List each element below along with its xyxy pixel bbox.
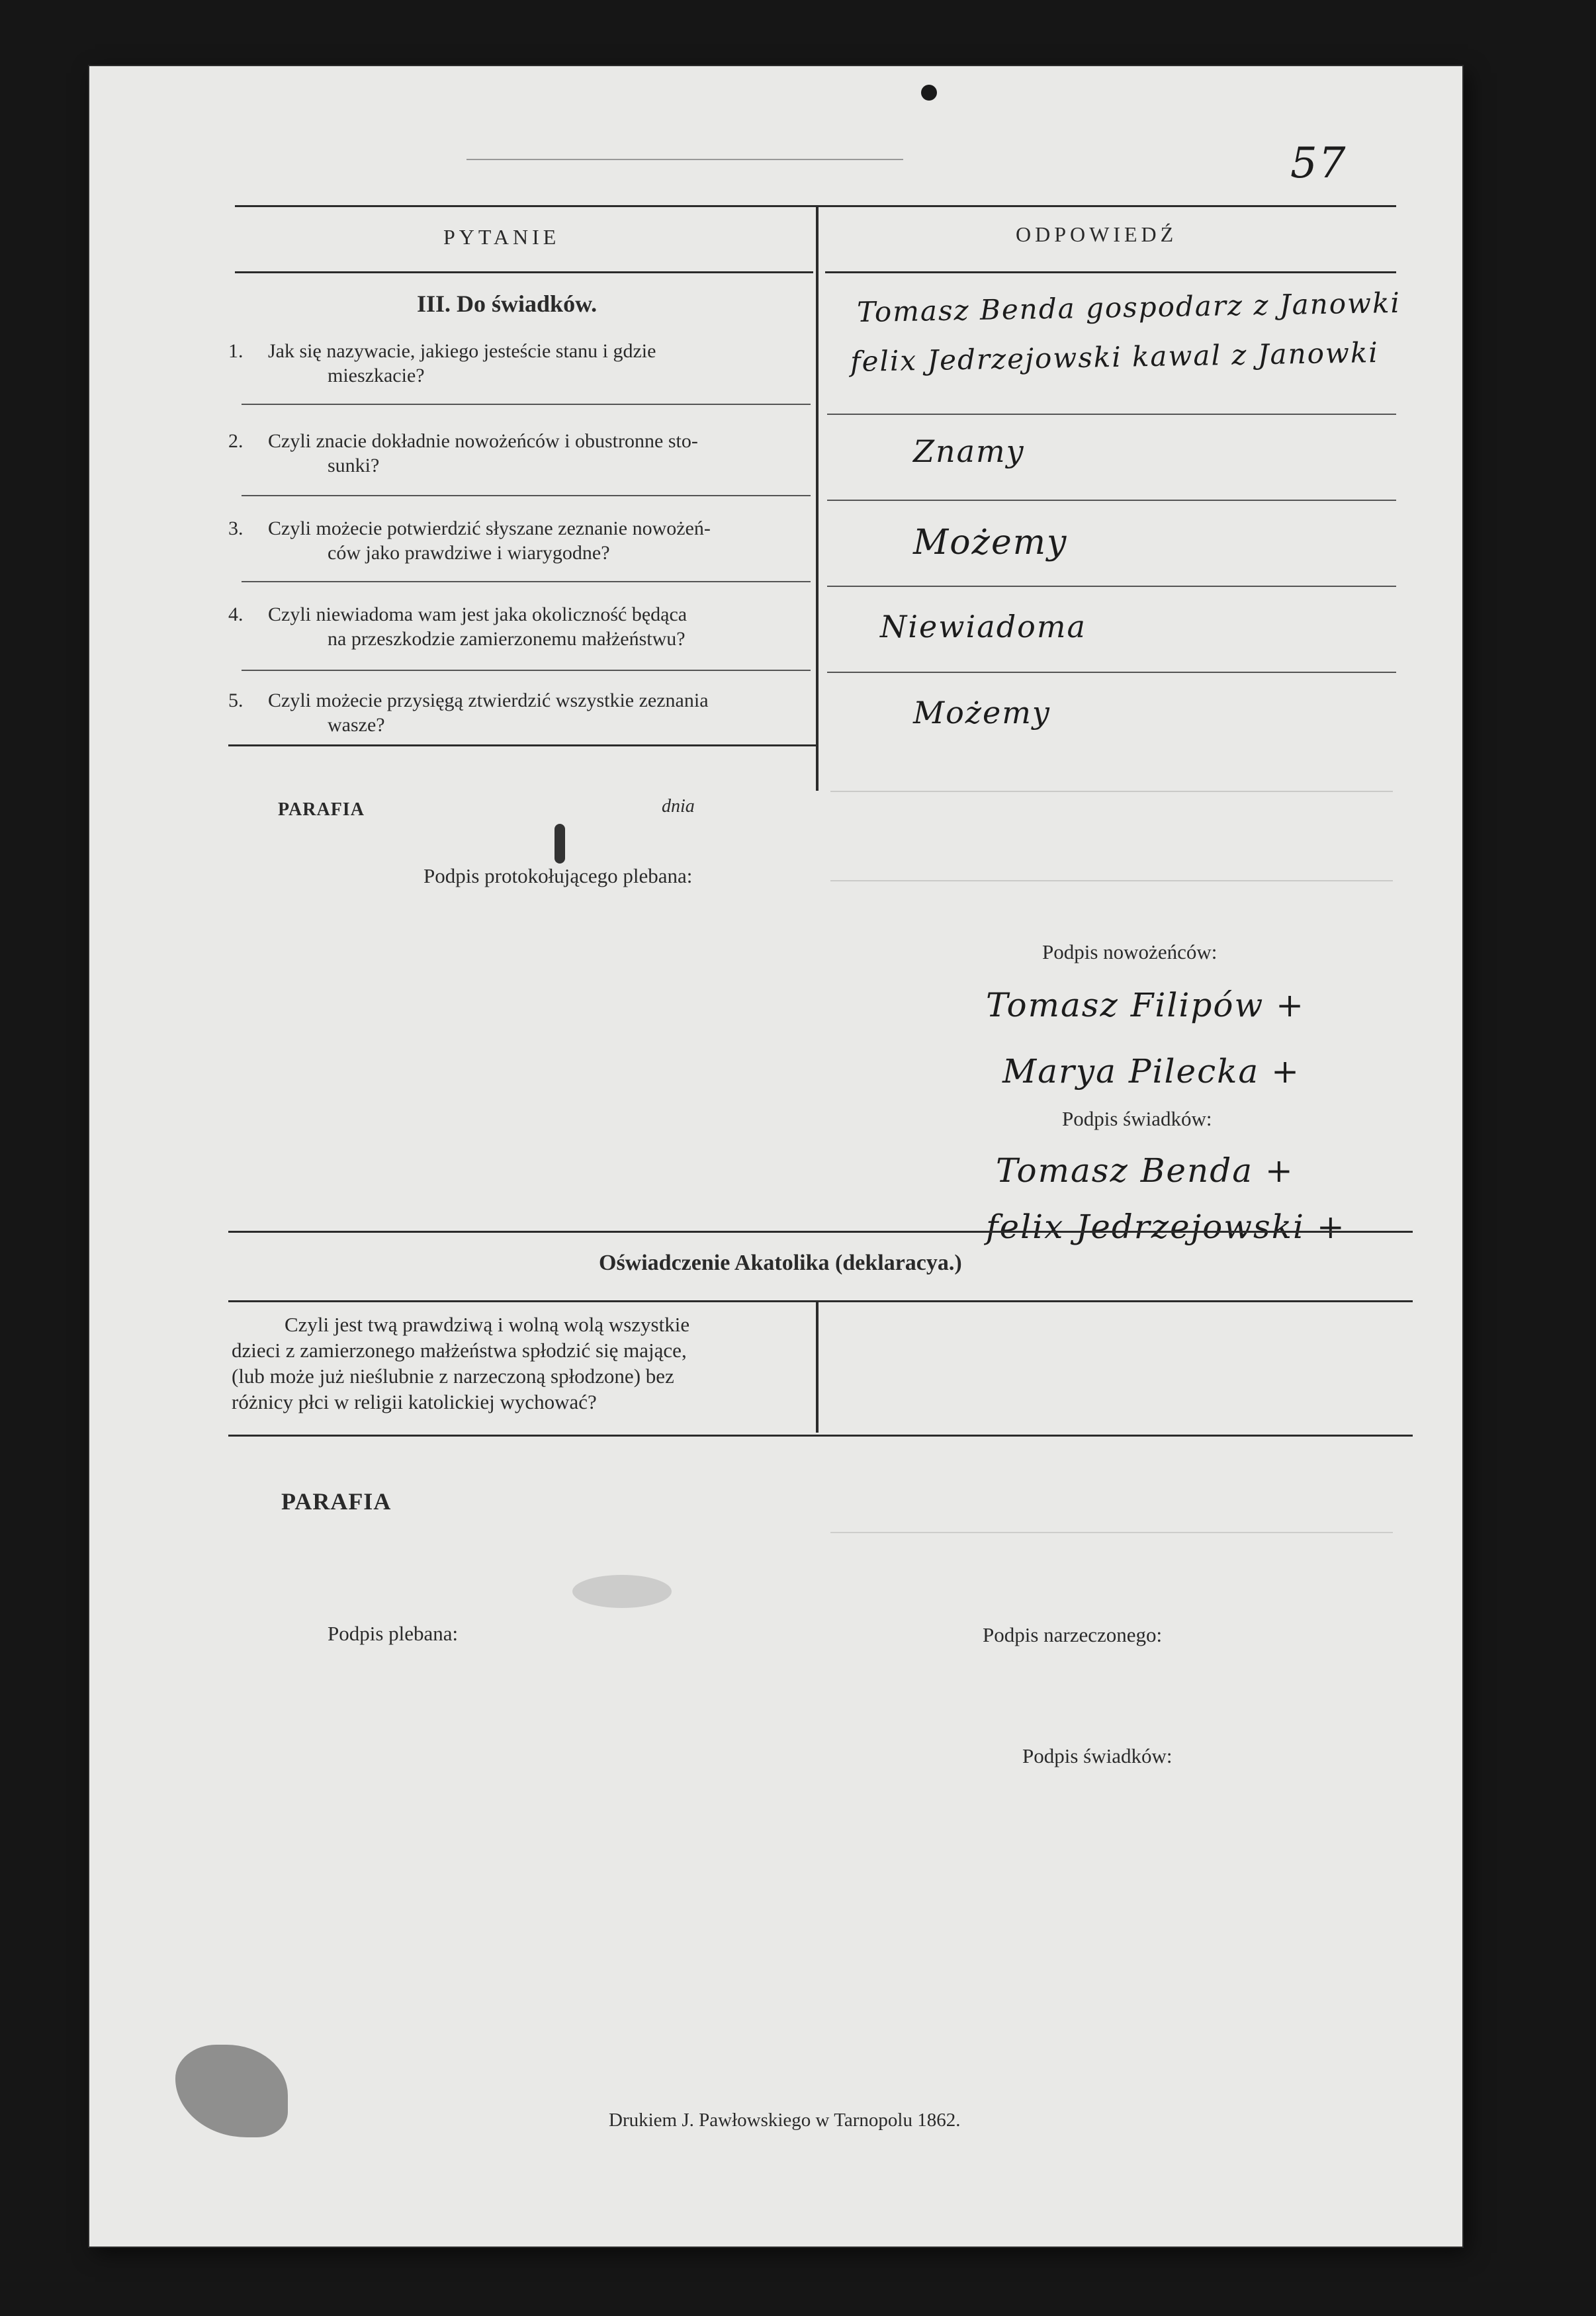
declaration-line-1: Czyli jest twą prawdziwą i wolną wolą wszystkie xyxy=(285,1313,690,1336)
witness-signature-1: Tomasz Benda + xyxy=(996,1151,1294,1190)
bottom-witnesses-label: Podpis świadków: xyxy=(1022,1744,1173,1767)
bleed-line xyxy=(830,791,1393,792)
answer-rule-2 xyxy=(827,500,1396,501)
declaration-line-3: (lub może już nieślubnie z narzeczoną spłodzone) bez xyxy=(232,1364,674,1388)
ink-dot xyxy=(921,85,937,101)
paper-stain xyxy=(175,2045,288,2137)
answer-5: Możemy xyxy=(913,695,1051,731)
witness-signature-2: felix Jedrzejowski + xyxy=(986,1208,1346,1246)
question-4 xyxy=(228,602,811,651)
witnesses-signature-label: Podpis świadków: xyxy=(1062,1107,1212,1130)
question-text-cont: mieszkacie? xyxy=(328,365,425,386)
answer-3: Możemy xyxy=(913,523,1068,562)
page-number: 57 xyxy=(1290,139,1347,188)
ink-smudge xyxy=(554,824,565,864)
question-text: Jak się nazywacie, jakiego jesteście stanu i gdzie xyxy=(268,340,656,362)
printer-imprint: Drukiem J. Pawłowskiego w Tarnopolu 1862. xyxy=(609,2110,961,2131)
document-page xyxy=(89,66,1462,2247)
answer-4: Niewiadoma xyxy=(880,609,1086,645)
question-1 xyxy=(228,339,811,388)
question-text-cont: sunki? xyxy=(328,455,380,476)
question-3 xyxy=(228,516,811,565)
question-number: 2. xyxy=(228,430,244,452)
table-divider xyxy=(816,205,819,791)
declaration-top-rule xyxy=(228,1231,1413,1233)
question-text: Czyli niewiadoma wam jest jaka okoliczność będąca xyxy=(268,603,687,625)
paper-stain-faint xyxy=(572,1575,672,1608)
question-text: Czyli możecie przysięgą ztwierdzić wszystkie zeznania xyxy=(268,690,709,711)
declaration-line-4: różnicy płci w religii katolickiej wychować? xyxy=(232,1390,597,1413)
declaration-line-2: dzieci z zamierzonego małżeństwa spłodzić się mające, xyxy=(232,1339,687,1362)
priest-signature-label: Podpis protokołującego plebana: xyxy=(423,864,693,887)
header-answer: ODPOWIEDŹ xyxy=(1016,222,1178,246)
declaration-bottom-rule xyxy=(228,1435,1413,1437)
answer-rule-1 xyxy=(827,414,1396,415)
newlyweds-signature-1: Tomasz Filipów + xyxy=(986,986,1306,1024)
section-title: III. Do świadków. xyxy=(417,290,598,317)
top-rule-faint xyxy=(466,159,903,160)
groom-label: Podpis narzeczonego: xyxy=(983,1623,1163,1646)
bleed-line xyxy=(830,880,1393,881)
answer-rule-3 xyxy=(827,586,1396,587)
newlyweds-signature-2: Marya Pilecka + xyxy=(1002,1052,1300,1091)
question-text-cont: wasze? xyxy=(328,714,385,736)
declaration-text xyxy=(232,1312,807,1415)
newlyweds-signature-label: Podpis nowożeńców: xyxy=(1042,940,1218,963)
question-number: 3. xyxy=(228,517,244,539)
parafia-label: PARAFIA xyxy=(278,799,365,820)
answer-1-line-2: felix Jedrzejowski kawal z Janowki xyxy=(850,336,1380,378)
question-text-cont: na przeszkodzie zamierzonemu małżeństwu? xyxy=(328,628,686,650)
question-text: Czyli możecie potwierdzić słyszane zeznanie nowożeń- xyxy=(268,517,711,539)
declaration-title: Oświadczenie Akatolika (deklaracya.) xyxy=(599,1251,962,1275)
bleed-line xyxy=(830,1532,1393,1533)
row-rule-3 xyxy=(242,581,811,582)
question-2 xyxy=(228,429,811,478)
header-bottom-rule-left xyxy=(235,271,813,273)
header-question: PYTANIE xyxy=(443,225,560,249)
question-number: 1. xyxy=(228,340,244,362)
answer-rule-4 xyxy=(827,672,1396,673)
priest-label: Podpis plebana: xyxy=(328,1622,459,1645)
declaration-divider xyxy=(816,1300,819,1433)
question-5 xyxy=(228,688,811,737)
question-text: Czyli znacie dokładnie nowożeńców i obustronne sto- xyxy=(268,430,698,452)
question-text-cont: ców jako prawdziwe i wiarygodne? xyxy=(328,542,610,564)
dnia-label: dnia xyxy=(662,796,695,817)
answer-2: Znamy xyxy=(913,433,1025,469)
header-bottom-rule-right xyxy=(825,271,1396,273)
row-rule-4 xyxy=(242,670,811,671)
row-rule-2 xyxy=(242,495,811,496)
question-number: 4. xyxy=(228,603,244,625)
question-number: 5. xyxy=(228,690,244,711)
bottom-parafia-label: PARAFIA xyxy=(281,1488,392,1515)
declaration-header-rule xyxy=(228,1300,1413,1302)
answer-1-line-1: Tomasz Benda gospodarz z Janowki xyxy=(856,286,1401,329)
table-bottom-rule xyxy=(228,744,816,746)
row-rule-1 xyxy=(242,404,811,405)
